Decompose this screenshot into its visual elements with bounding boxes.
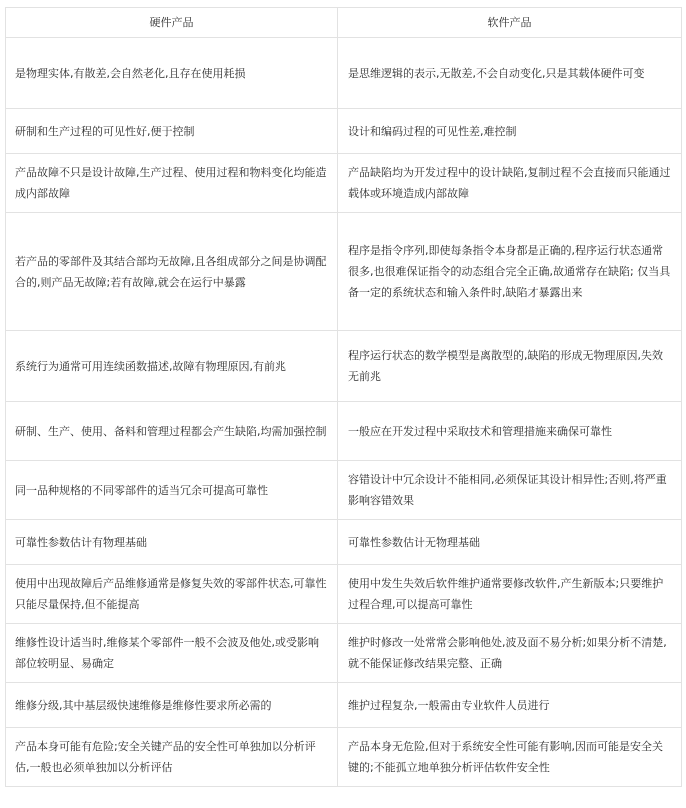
comparison-table [5,7,682,787]
table-row [6,331,682,402]
software-cell: 可靠性参数估计无物理基础 [338,520,682,565]
hardware-cell: 若产品的零部件及其结合部均无故障,且各组成部分之间是协调配合的,则产品无故障;若有故障,就会在运行中暴露 [6,213,338,331]
header-hardware: 硬件产品 [6,8,338,38]
software-cell: 维护时修改一处常常会影响他处,波及面不易分析;如果分析不清楚,就不能保证修改结果完整、正确 [338,624,682,683]
hardware-cell: 维修性设计适当时,维修某个零部件一般不会波及他处,或受影响部位较明显、易确定 [6,624,338,683]
software-cell: 程序是指令序列,即使每条指令本身都是正确的,程序运行状态通常很多,也很难保证指令的动态组合完全正确,故通常存在缺陷; 仅当具备一定的系统状态和输入条件时,缺陷才暴露出来 [338,213,682,331]
table-row [6,520,682,565]
hardware-cell: 产品本身可能有危险;安全关键产品的安全性可单独加以分析评估,一般也必须单独加以分析评估 [6,728,338,787]
table-row [6,213,682,331]
hardware-cell: 研制和生产过程的可见性好,便于控制 [6,109,338,154]
software-cell: 使用中发生失效后软件维护通常要修改软件,产生新版本;只要维护过程合理,可以提高可靠性 [338,565,682,624]
header-row [6,8,682,38]
table-row [6,154,682,213]
hardware-cell: 是物理实体,有散差,会自然老化,且存在使用耗损 [6,38,338,109]
table-row [6,461,682,520]
header-software: 软件产品 [338,8,682,38]
software-cell: 设计和编码过程的可见性差,难控制 [338,109,682,154]
table-row [6,565,682,624]
software-cell: 程序运行状态的数学模型是离散型的,缺陷的形成无物理原因,失效无前兆 [338,331,682,402]
table-row [6,624,682,683]
table-row [6,402,682,461]
hardware-cell: 研制、生产、使用、备料和管理过程都会产生缺陷,均需加强控制 [6,402,338,461]
table-row [6,38,682,109]
hardware-cell: 产品故障不只是设计故障,生产过程、使用过程和物料变化均能造成内部故障 [6,154,338,213]
table-row [6,728,682,787]
table-row [6,109,682,154]
software-cell: 容错设计中冗余设计不能相同,必须保证其设计相异性;否则,将严重影响容错效果 [338,461,682,520]
software-cell: 产品本身无危险,但对于系统安全性可能有影响,因而可能是安全关键的;不能孤立地单独分析评估软件安全性 [338,728,682,787]
hardware-cell: 使用中出现故障后产品维修通常是修复失效的零部件状态,可靠性只能尽量保持,但不能提高 [6,565,338,624]
hardware-cell: 同一品种规格的不同零部件的适当冗余可提高可靠性 [6,461,338,520]
hardware-cell: 系统行为通常可用连续函数描述,故障有物理原因,有前兆 [6,331,338,402]
software-cell: 产品缺陷均为开发过程中的设计缺陷,复制过程不会直接而只能通过载体或环境造成内部故障 [338,154,682,213]
table-row [6,683,682,728]
hardware-cell: 可靠性参数估计有物理基础 [6,520,338,565]
software-cell: 维护过程复杂,一般需由专业软件人员进行 [338,683,682,728]
software-cell: 一般应在开发过程中采取技术和管理措施来确保可靠性 [338,402,682,461]
software-cell: 是思维逻辑的表示,无散差,不会自动变化,只是其载体硬件可变 [338,38,682,109]
hardware-cell: 维修分级,其中基层级快速维修是维修性要求所必需的 [6,683,338,728]
